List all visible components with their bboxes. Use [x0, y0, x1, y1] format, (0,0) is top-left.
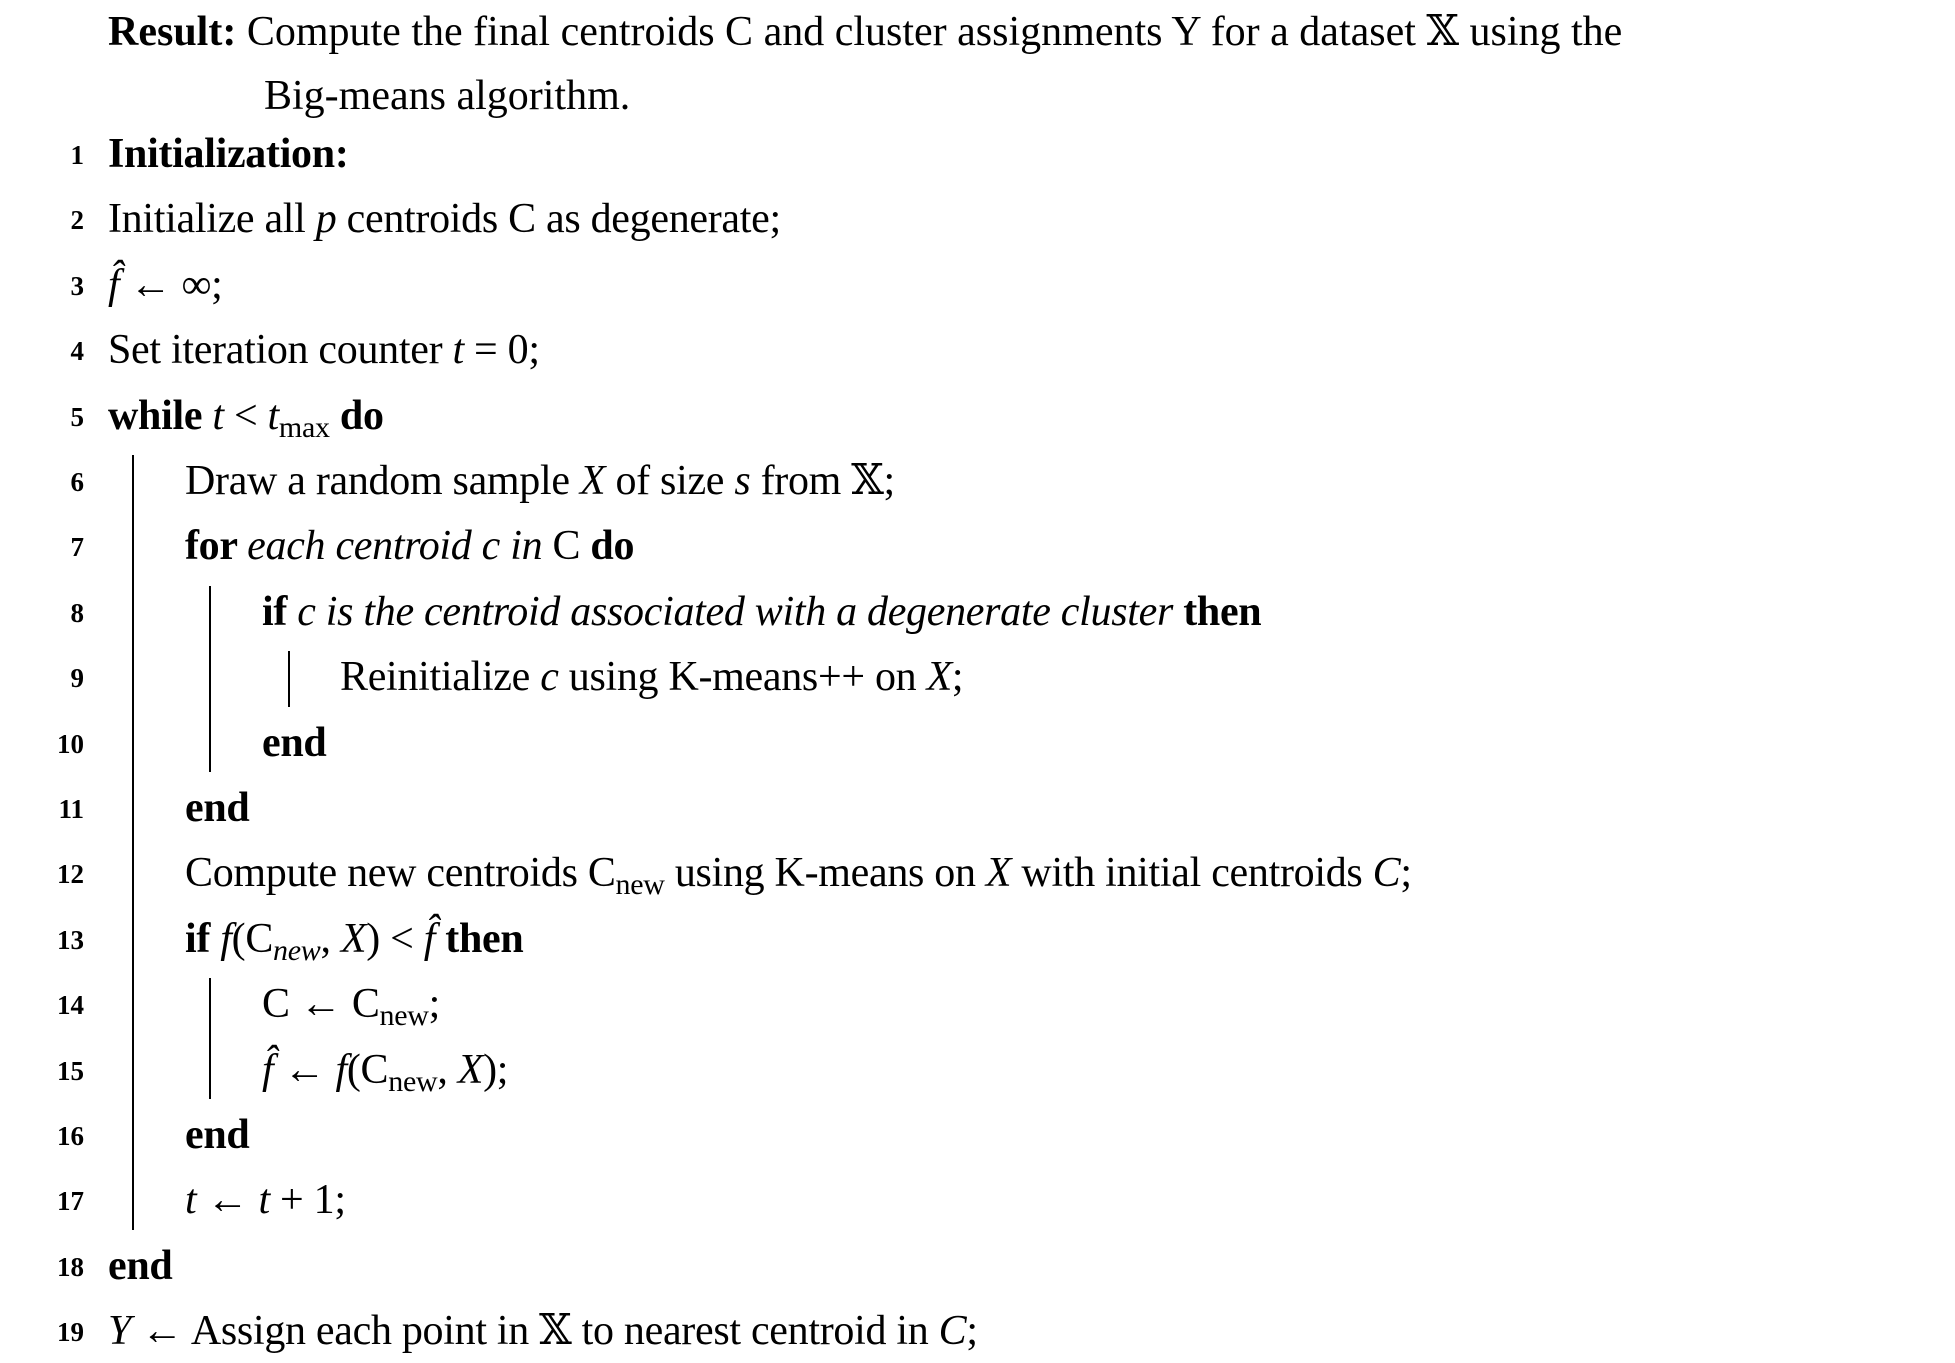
line-text — [340, 645, 963, 709]
line-number: 6 — [70, 467, 84, 497]
algorithm-line — [0, 1234, 1955, 1298]
line-number: 16 — [57, 1121, 84, 1151]
text-run: using K-means++ on — [558, 654, 927, 701]
text-run: of size — [605, 458, 735, 504]
algorithm-line — [0, 318, 1955, 382]
algorithm-line — [0, 1038, 1955, 1102]
algorithm-line — [0, 187, 1955, 251]
text-run: t — [185, 1177, 197, 1224]
keyword: then — [435, 915, 524, 962]
line-text — [108, 187, 781, 251]
keyword: Initialization: — [108, 131, 349, 177]
text-run: Draw a random sample — [185, 458, 580, 504]
line-text — [185, 514, 634, 578]
line-number: 19 — [57, 1317, 84, 1348]
text-run: Initialize all — [108, 196, 316, 243]
text-run: ← ∞; — [119, 261, 223, 308]
line-text — [185, 1103, 249, 1167]
algorithm-line — [0, 384, 1955, 448]
line-text — [108, 122, 349, 186]
keyword: then — [1173, 588, 1262, 635]
line-number: 4 — [70, 336, 84, 367]
text-run: C — [1372, 850, 1401, 897]
text-run: ; — [1400, 850, 1412, 897]
algorithm-line — [0, 580, 1955, 644]
subscript: new — [615, 868, 665, 902]
text-run: f̂ — [423, 915, 436, 962]
line-text — [262, 1038, 508, 1102]
text-run: C — [552, 523, 581, 570]
text-run: ; — [966, 1308, 978, 1355]
text-run: c — [540, 654, 559, 701]
while-block-rule — [132, 455, 134, 1230]
text-run: X — [579, 458, 606, 504]
text-run: each centroid c in — [247, 523, 553, 570]
subscript: max — [278, 410, 330, 444]
text-run: C — [938, 1308, 967, 1355]
if-degenerate-block-rule — [288, 651, 290, 706]
text-run: from 𝕏; — [750, 458, 895, 504]
algorithm-line — [0, 711, 1955, 775]
algorithm-line — [0, 1103, 1955, 1167]
algorithm-line — [0, 253, 1955, 317]
text-run: ← Assign each point in 𝕏 to nearest centroid in — [131, 1308, 939, 1355]
line-text — [185, 841, 1412, 905]
line-number: 15 — [57, 1055, 84, 1086]
line-number: 18 — [57, 1251, 84, 1282]
text-run: Reinitialize — [340, 654, 541, 701]
algorithm-line — [0, 972, 1955, 1036]
keyword: while — [108, 392, 213, 439]
text-run: = 0; — [463, 327, 540, 374]
keyword: if — [262, 588, 298, 635]
text-run: ); — [483, 1046, 509, 1093]
line-text — [262, 972, 440, 1036]
text-run: ← — [273, 1046, 336, 1093]
line-number: 8 — [70, 597, 84, 628]
text-run: c is the centroid associated with a degenerate cluster — [297, 588, 1173, 635]
text-run: t — [452, 327, 464, 374]
line-number: 11 — [58, 794, 84, 824]
line-text — [108, 384, 384, 448]
algorithm-line — [0, 1299, 1955, 1363]
text-run: < — [223, 392, 268, 439]
text-run: t — [258, 1177, 270, 1224]
text-run: Y — [108, 1308, 132, 1355]
text-run: X — [985, 850, 1012, 897]
text-run: s — [734, 458, 751, 504]
text-run: t — [267, 392, 279, 439]
text-run: t — [212, 392, 224, 439]
line-text — [108, 253, 223, 317]
keyword: end — [185, 1112, 250, 1158]
line-number: 5 — [70, 401, 84, 432]
line-number: 13 — [57, 924, 84, 955]
algorithm-line — [0, 449, 1955, 513]
keyword: for — [185, 523, 248, 570]
result-text-line2: Big-means algorithm. — [264, 73, 631, 119]
line-text — [185, 776, 249, 840]
line-text — [262, 580, 1261, 644]
keyword: end — [108, 1242, 173, 1289]
text-run: Compute new centroids C — [185, 850, 616, 897]
text-run: + 1; — [269, 1177, 346, 1224]
line-number: 9 — [70, 663, 84, 694]
text-run: X — [340, 915, 367, 962]
text-run: centroids C as degenerate; — [336, 196, 781, 243]
text-run: f — [335, 1046, 347, 1093]
keyword: end — [185, 785, 250, 831]
algorithm-line — [0, 907, 1955, 971]
algorithm-line — [0, 776, 1955, 840]
text-run: , — [320, 915, 341, 962]
text-run: f — [220, 915, 232, 962]
text-run: , — [437, 1046, 458, 1093]
text-run: X — [926, 654, 952, 701]
keyword: if — [185, 915, 221, 962]
result-label: Result: — [108, 9, 237, 55]
line-text — [185, 907, 523, 971]
text-run: p — [315, 196, 337, 243]
line-number: 10 — [57, 728, 84, 759]
line-text — [108, 318, 540, 382]
algorithm-line — [0, 514, 1955, 578]
line-number: 14 — [57, 990, 84, 1021]
text-run: (C — [346, 1046, 389, 1093]
text-run: C ← C — [262, 981, 380, 1028]
algorithm-line — [0, 122, 1955, 186]
line-number: 3 — [70, 270, 84, 301]
keyword: do — [580, 523, 635, 570]
line-number: 7 — [70, 532, 84, 563]
line-text — [262, 711, 326, 775]
keyword: do — [329, 392, 384, 439]
line-number: 12 — [57, 859, 84, 890]
subscript: new — [388, 1064, 438, 1098]
text-run: X — [457, 1046, 484, 1093]
text-run: with initial centroids — [1011, 850, 1373, 897]
algorithm-line — [0, 841, 1955, 905]
line-text — [185, 1168, 346, 1232]
text-run: f̂ — [262, 1046, 274, 1093]
text-run: Set iteration counter — [108, 327, 453, 374]
line-number: 2 — [70, 205, 84, 236]
subscript: new — [273, 933, 321, 967]
text-run: ← — [196, 1177, 259, 1224]
text-run: using K-means on — [664, 850, 986, 897]
text-run: f̂ — [108, 261, 120, 308]
line-text — [108, 1234, 172, 1298]
text-run: ; — [951, 654, 964, 701]
result-text-line1: Compute the final centroids C and cluster assignments Y for a dataset 𝕏 using the — [246, 9, 1623, 55]
keyword: end — [262, 719, 327, 766]
subscript: new — [379, 999, 429, 1033]
algorithm-line — [0, 645, 1955, 709]
line-text — [108, 1299, 978, 1363]
for-block-rule — [209, 586, 211, 772]
text-run: ; — [428, 981, 440, 1028]
result-statement — [108, 0, 1908, 64]
algorithm-line — [0, 1168, 1955, 1232]
line-number: 17 — [57, 1186, 84, 1217]
line-number: 1 — [70, 140, 84, 170]
text-run: ) < — [366, 915, 424, 962]
if-improve-block-rule — [209, 978, 211, 1099]
line-text — [185, 449, 895, 513]
text-run: (C — [231, 915, 274, 962]
